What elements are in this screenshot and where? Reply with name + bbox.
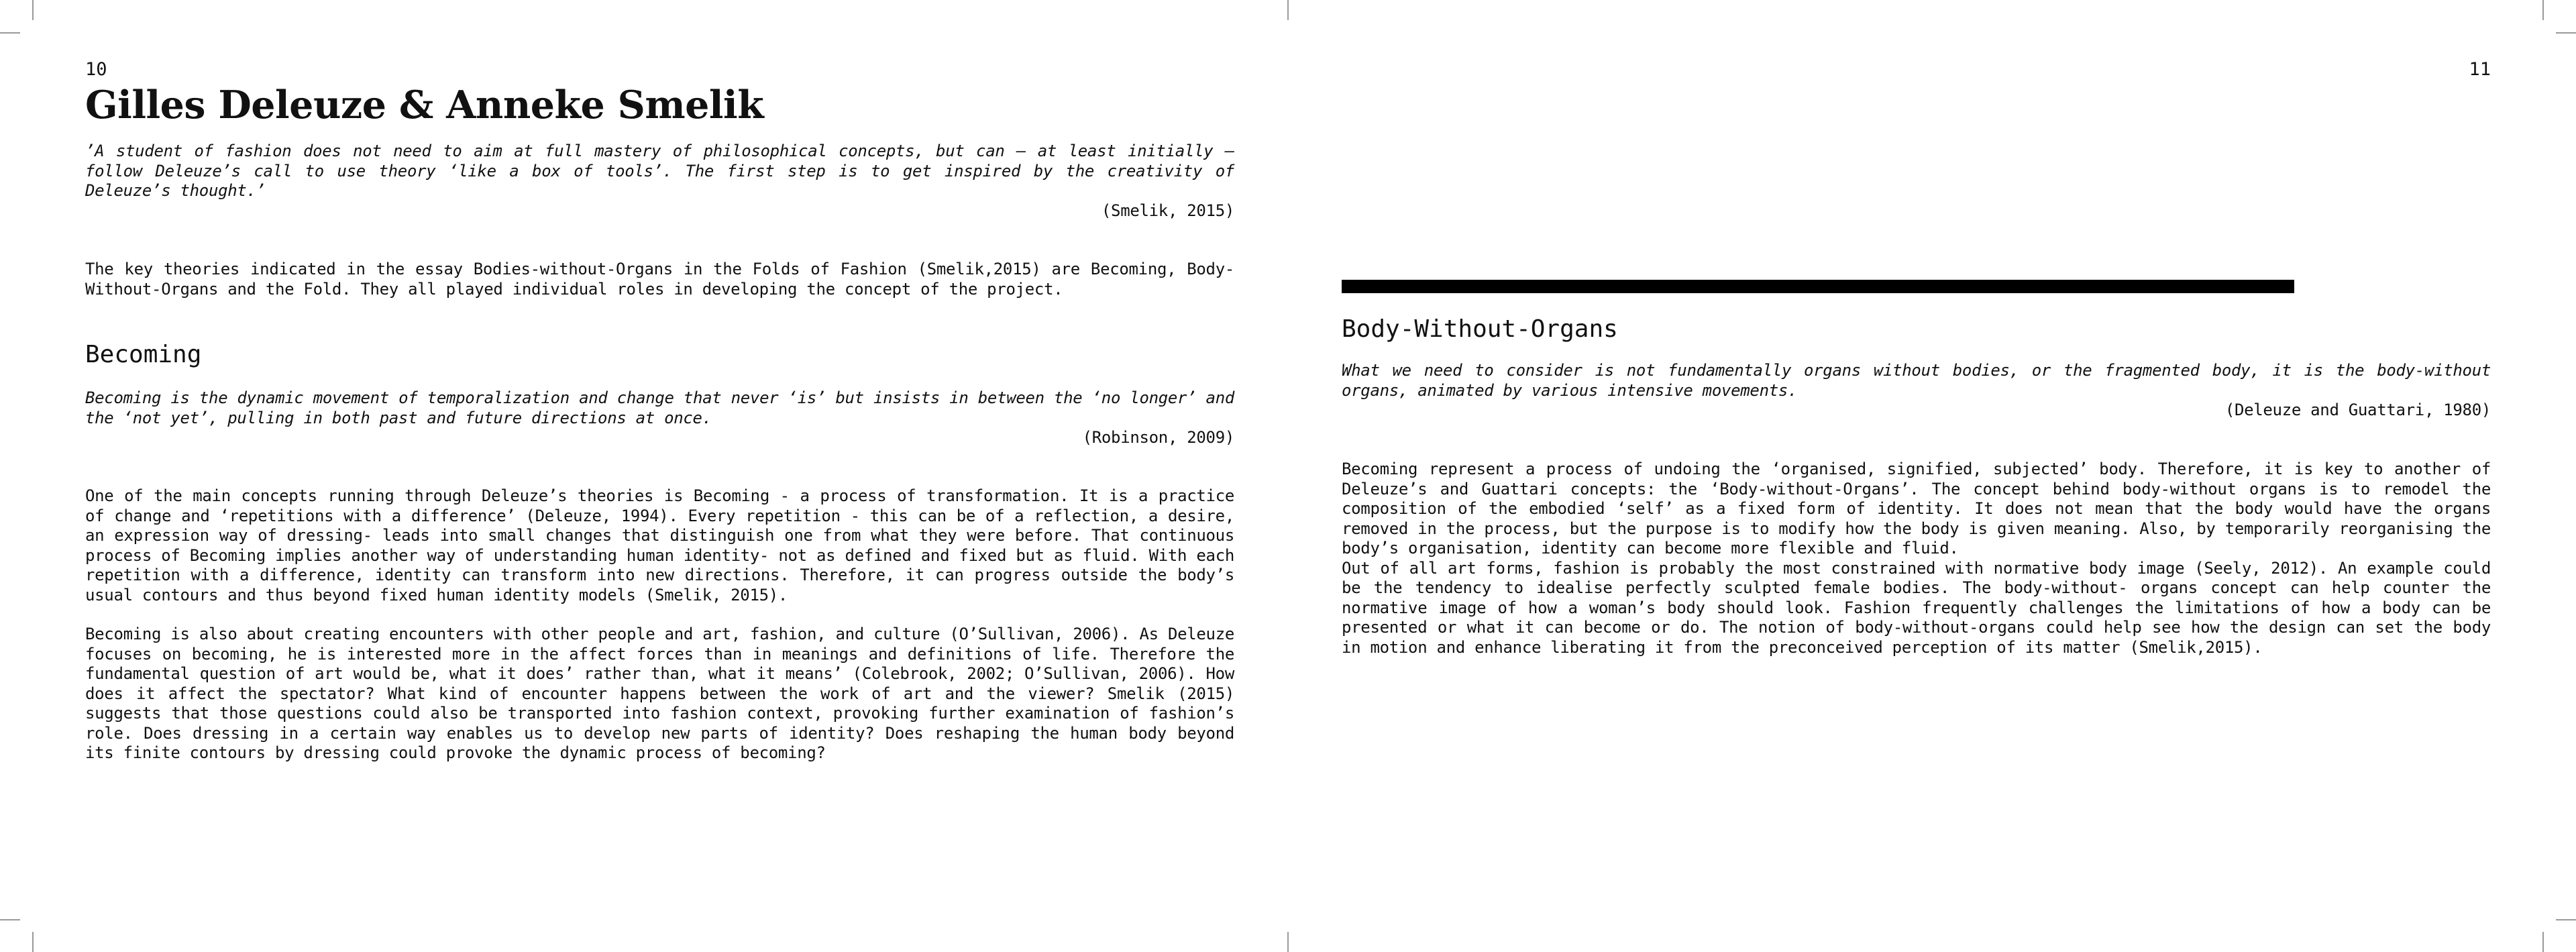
- body-paragraph: Becoming represent a process of undoing the ‘organised, signified, subjected’ body. Therefore, it is key to another of Deleuze’s and Guattari concepts: the ‘Body-without-Organs’. The concept behind body-without organs is to remodel the composition of the embodied ‘self’ as a fixed form of identity. It does not mean that the body would have the organs removed in the process, but the purpose is to modify how the body is given meaning. Also, by temporarily reorganising the body’s organisation, identity can become more flexible and fluid.: [1342, 460, 2491, 558]
- section-divider-bar: [1342, 280, 2294, 293]
- section-quote-block: [1342, 361, 2491, 421]
- epigraph-citation: (Smelik, 2015): [1101, 201, 1234, 220]
- crop-mark: [0, 32, 20, 34]
- section-quote: What we need to consider is not fundamentally organs without bodies, or the fragmented body, it is the body-without organs, animated by various intensive movements.: [1342, 361, 2491, 400]
- crop-mark: [1287, 932, 1289, 952]
- page-number: 11: [2469, 59, 2491, 80]
- crop-mark: [2556, 919, 2576, 920]
- section-heading: Body-Without-Organs: [1342, 315, 1618, 343]
- epigraph: [85, 142, 1234, 221]
- section-quote-block: [85, 388, 1234, 448]
- crop-mark: [0, 919, 20, 920]
- body-paragraph: Out of all art forms, fashion is probably the most constrained with normative body image (Seely, 2012). An example could be the tendency to idealise perfectly sculpted female bodies. The body-without- organs concept can help counter the normative image of how a woman’s body should look. Fashion frequently challenges the limitations of how a body can be presented or what it can become or do. The notion of body-without-organs could help see how the design can set the body in motion and enhance liberating it from the preconceived perception of its matter (Smelik,2015).: [1342, 558, 2491, 657]
- section-heading: Becoming: [85, 341, 202, 368]
- intro-paragraph: The key theories indicated in the essay Bodies-without-Organs in the Folds of Fashion (Smelik,2015) are Becoming, Body-Without-Organs and the Fold. They all played individual roles in developing the concept of the project.: [85, 260, 1234, 299]
- section-citation: (Deleuze and Guattari, 1980): [2224, 401, 2491, 419]
- page-number: 10: [85, 59, 107, 80]
- section-quote: Becoming is the dynamic movement of temporalization and change that never ‘is’ but insists in between the ‘no longer’ and the ‘not yet’, pulling in both past and future directions at once.: [85, 388, 1234, 427]
- section-citation: (Robinson, 2009): [1082, 428, 1234, 447]
- crop-mark: [32, 932, 34, 952]
- crop-mark: [32, 0, 34, 20]
- crop-mark: [2542, 0, 2544, 20]
- crop-mark: [1287, 0, 1289, 20]
- epigraph-quote: ’A student of fashion does not need to aim at full mastery of philosophical concepts, but can — at least initially — follow Deleuze’s call to use theory ‘like a box of tools’. The first step is to get inspired by the creativity of Deleuze’s thought.’: [85, 142, 1234, 200]
- page-title: Gilles Deleuze & Anneke Smelik: [85, 83, 764, 127]
- crop-mark: [2542, 932, 2544, 952]
- crop-mark: [2556, 32, 2576, 34]
- body-paragraph: One of the main concepts running through Deleuze’s theories is Becoming - a process of transformation. It is a practice of change and ‘repetitions with a difference’ (Deleuze, 1994). Every repetition - this can be of a reflection, a desire, an expression way of dressing- leads into small changes that distinguish one from what they were before. That continuous process of Becoming implies another way of understanding human identity- not as defined and fixed but as fluid. With each repetition with a difference, identity can transform into new directions. Therefore, it can progress outside the body’s usual contours and thus beyond fixed human identity models (Smelik, 2015).: [85, 486, 1234, 604]
- body-paragraph: Becoming is also about creating encounters with other people and art, fashion, and culture (O’Sullivan, 2006). As Deleuze focuses on becoming, he is interested more in the affect forces than in meanings and definitions of life. Therefore the fundamental question of art would be, what it does’ rather than, what it means’ (Colebrook, 2002; O’Sullivan, 2006). How does it affect the spectator? What kind of encounter happens between the work of art and the viewer? Smelik (2015) suggests that those questions could also be transported into fashion context, provoking further examination of fashion’s role. Does dressing in a certain way enables us to develop new parts of identity? Does reshaping the human body beyond its finite contours by dressing could provoke the dynamic process of becoming?: [85, 625, 1234, 762]
